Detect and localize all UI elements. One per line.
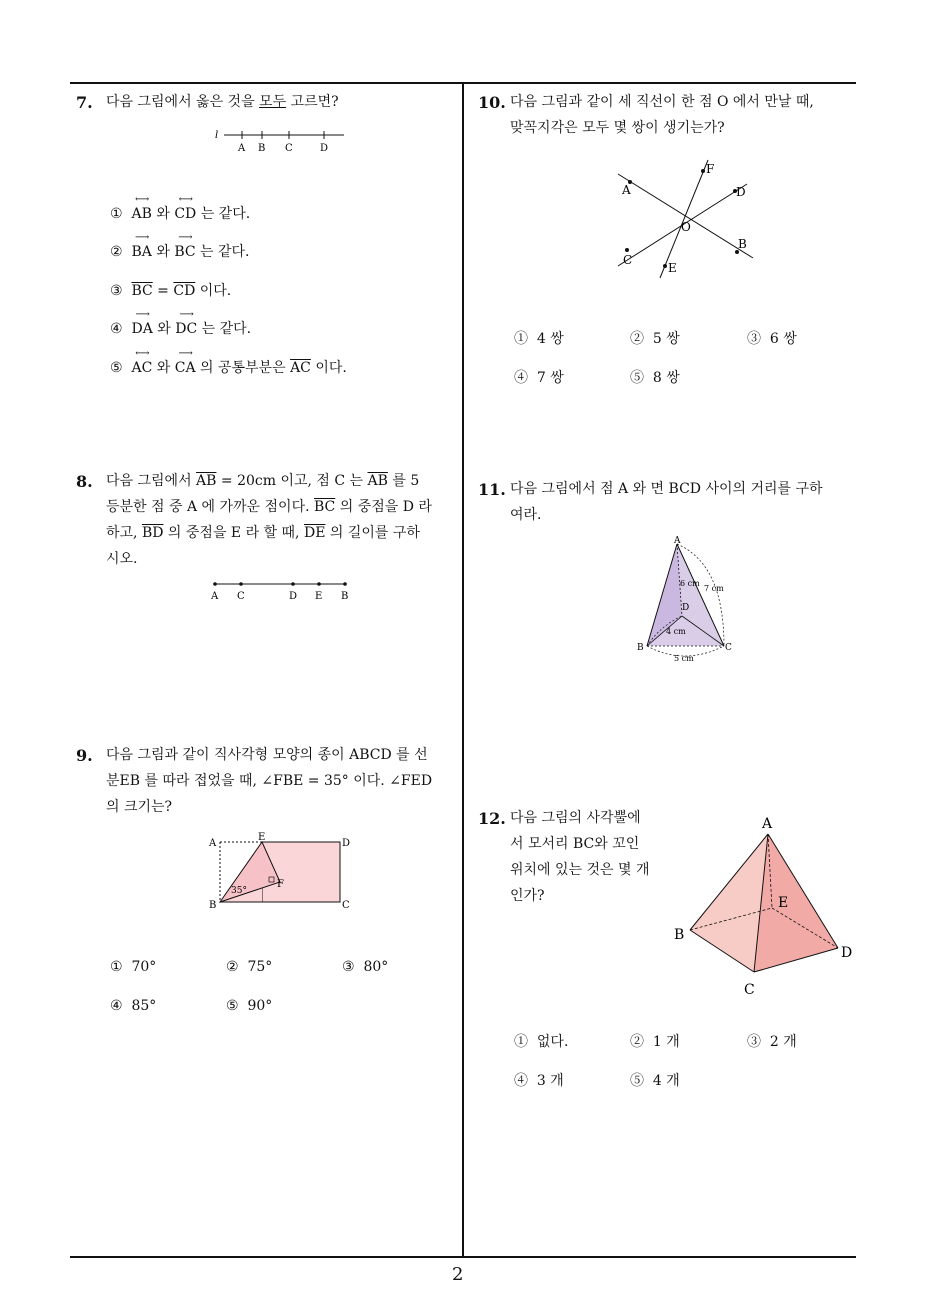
label-f: F: [706, 162, 715, 176]
angle-label: 35°: [231, 886, 247, 896]
point-label-a: A: [211, 591, 219, 602]
question-12-number: 12.: [478, 809, 506, 828]
question-9-text: 다음 그림과 같이 직사각형 모양의 종이 ABCD 를 선 분EB 를 따라 접었을 때, ∠FBE = 35° 이다. ∠FED 의 크기는?: [106, 747, 433, 815]
label-c: C: [342, 900, 350, 911]
label-d: D: [841, 945, 853, 961]
question-11-number: 11.: [478, 480, 506, 499]
length-6cm: 6 cm: [680, 579, 700, 588]
question-9-figure: [205, 830, 355, 912]
q7-option-2[interactable]: ② ⟶ BA 와 ⟶ BC 는 같다.: [110, 241, 250, 261]
length-7cm: 7 cm: [704, 584, 724, 593]
q12-option-4[interactable]: ④ 3 개: [514, 1073, 564, 1089]
label-a: A: [762, 816, 773, 832]
q10-option-5[interactable]: ⑤ 8 쌍: [630, 370, 680, 386]
q10-option-4[interactable]: ④ 7 쌍: [514, 370, 564, 386]
label-d: D: [682, 603, 690, 613]
label-c: C: [744, 982, 755, 998]
label-d: D: [736, 185, 746, 199]
label-a: A: [622, 183, 631, 197]
label-f: F: [277, 879, 284, 890]
question-8-figure: [205, 576, 355, 604]
question-7-figure: [212, 126, 352, 156]
label-a: A: [674, 536, 681, 546]
length-5cm: 5 cm: [674, 654, 694, 663]
q7-option-1[interactable]: ① ⟷ AB 와 ⟷ CD 는 같다.: [110, 203, 250, 223]
label-d: D: [342, 838, 351, 849]
q12-option-5[interactable]: ⑤ 4 개: [630, 1073, 680, 1089]
q10-option-3[interactable]: ③ 6 쌍: [747, 331, 797, 347]
question-7-number: 7.: [76, 93, 93, 112]
point-label-e: E: [315, 591, 323, 602]
length-4cm: 4 cm: [666, 627, 686, 636]
label-b: B: [637, 643, 644, 653]
point-label-d: D: [289, 591, 298, 602]
label-b: B: [674, 927, 685, 943]
q9-option-5[interactable]: ⑤ 90°: [226, 998, 273, 1014]
q9-option-2[interactable]: ② 75°: [226, 959, 273, 975]
bottom-rule: [70, 1256, 856, 1258]
label-b: B: [209, 900, 217, 911]
question-10-number: 10.: [478, 93, 506, 112]
question-11-figure: [632, 534, 742, 666]
question-10-text: 다음 그림과 같이 세 직선이 한 점 O 에서 만날 때, 맞꼭지각은 모두 몇 쌍이 생기는가?: [510, 94, 814, 136]
q12-option-3[interactable]: ③ 2 개: [747, 1034, 797, 1050]
point-label-c: C: [237, 591, 245, 602]
point-label-b: B: [341, 591, 349, 602]
page-number: 2: [452, 1264, 464, 1285]
label-b: B: [738, 237, 747, 251]
question-9-number: 9.: [76, 746, 93, 765]
point-label-d: D: [320, 143, 329, 154]
q7-option-5[interactable]: ⑤ ⟷ AC 와 ⟶ CA 의 공통부분은 $\overline{AC}$ 이다.: [110, 357, 347, 377]
question-8-text: 다음 그림에서 $\overline{AB} = 20cm$ 이고, 점 C 는 $\overline{AB}$ 를 5 등분한 점 중 A 에 가까운 점이다. $\overline{BC}$ 의 중점을 D 라 하고, $\overline{BD}$ 의 중점을 E 라 할 때, $\overline{DE}$ 의 길이를 구하 시오.: [106, 473, 432, 567]
q10-option-2[interactable]: ② 5 쌍: [630, 331, 680, 347]
question-12-text: 다음 그림의 사각뿔에 서 모서리 BC와 꼬인 위치에 있는 것은 몇 개 인가?: [510, 810, 650, 904]
label-e: E: [668, 261, 677, 275]
question-8-number: 8.: [76, 472, 93, 491]
label-c: C: [725, 643, 732, 653]
label-a: A: [209, 838, 217, 849]
label-e: E: [258, 832, 266, 843]
point-label-b: B: [258, 143, 266, 154]
label-c: C: [623, 253, 633, 267]
question-12-figure: [668, 812, 858, 1002]
point-label-c: C: [285, 143, 293, 154]
label-e: E: [778, 895, 789, 911]
question-11-text: 다음 그림에서 점 A 와 면 BCD 사이의 거리를 구하 여라.: [510, 481, 823, 523]
point-label-a: A: [238, 143, 246, 154]
question-10-figure: [610, 156, 760, 281]
q7-option-3[interactable]: ③ $\overline{BC} = \overline{CD}$ 이다.: [110, 283, 232, 299]
q12-option-1[interactable]: ① 없다.: [514, 1034, 569, 1050]
q9-option-1[interactable]: ① 70°: [110, 959, 157, 975]
q7-option-4[interactable]: ④ ⟶ DA 와 ⟶ DC 는 같다.: [110, 318, 251, 338]
line-label-l: l: [215, 130, 219, 141]
q9-option-4[interactable]: ④ 85°: [110, 998, 157, 1014]
q10-option-1[interactable]: ① 4 쌍: [514, 331, 564, 347]
column-divider: [462, 82, 464, 1258]
q9-option-3[interactable]: ③ 80°: [342, 959, 389, 975]
label-o: O: [681, 220, 691, 234]
question-7-text: 다음 그림에서 옳은 것을 모두 고르면?: [106, 94, 339, 110]
q12-option-2[interactable]: ② 1 개: [630, 1034, 680, 1050]
